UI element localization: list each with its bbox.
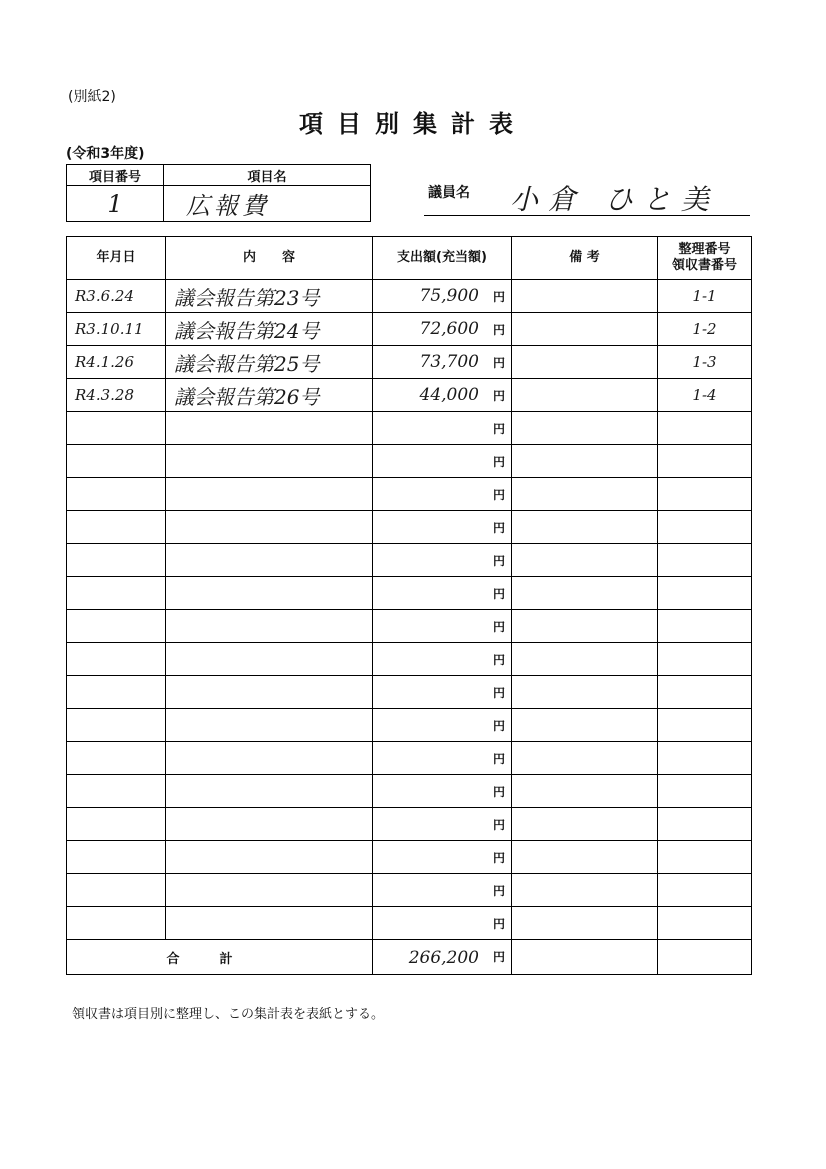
total-label: 合計 [67,940,373,975]
table-row [67,841,752,874]
yen-mark: 円 [492,752,505,766]
row-remarks [512,610,658,643]
table-row [67,511,752,544]
row-amount-cell [373,610,512,643]
table-row [67,445,752,478]
yen-mark: 円 [492,653,505,667]
header-ref-line1: 整理番号 [678,242,731,257]
row-reference: 1-2 [658,313,752,346]
row-remarks [512,412,658,445]
row-content [166,643,373,676]
row-amount-cell [373,379,512,412]
table-row [67,280,752,313]
fiscal-year: (令和3年度) [66,146,145,162]
row-content [166,610,373,643]
row-amount-cell [373,841,512,874]
row-remarks [512,445,658,478]
row-amount-cell [373,874,512,907]
row-remarks [512,478,658,511]
yen-mark: 円 [492,884,505,898]
table-row [67,874,752,907]
row-reference: 1-4 [658,379,752,412]
yen-mark: 円 [492,323,505,337]
row-date [67,478,166,511]
row-amount-cell [373,445,512,478]
row-amount-cell [373,511,512,544]
table-row [67,478,752,511]
table-row [67,313,752,346]
row-content [166,907,373,940]
row-remarks [512,313,658,346]
yen-mark: 円 [492,950,505,964]
header-amount: 支出額(充当額) [373,237,512,280]
row-reference [658,709,752,742]
table-row [67,742,752,775]
row-reference [658,742,752,775]
row-content [166,775,373,808]
yen-mark: 円 [492,620,505,634]
row-remarks [512,709,658,742]
row-date [67,445,166,478]
row-amount-cell [373,544,512,577]
row-date: R4.1.26 [67,346,166,379]
row-remarks [512,808,658,841]
row-date [67,841,166,874]
table-row [67,709,752,742]
row-content [166,709,373,742]
row-amount: 72,600 [419,319,479,339]
row-date [67,412,166,445]
row-amount-cell [373,676,512,709]
table-row [67,676,752,709]
table-row [67,544,752,577]
page-title: 項目別集計表 [299,110,527,138]
row-content: 議会報告第23号 [166,280,373,313]
row-date [67,775,166,808]
yen-mark: 円 [492,719,505,733]
yen-mark: 円 [492,851,505,865]
row-remarks [512,346,658,379]
row-amount-cell [373,742,512,775]
row-reference [658,874,752,907]
row-date: R3.6.24 [67,280,166,313]
row-content [166,577,373,610]
header-reference [658,237,752,280]
total-amount-cell [373,940,512,975]
row-amount-cell [373,412,512,445]
table-row [67,907,752,940]
table-row [67,379,752,412]
header-remarks: 備 考 [512,237,658,280]
row-remarks [512,874,658,907]
yen-mark: 円 [492,455,505,469]
row-remarks [512,775,658,808]
row-content [166,676,373,709]
row-date [67,808,166,841]
row-amount-cell [373,643,512,676]
row-content [166,808,373,841]
row-remarks [512,907,658,940]
row-content [166,511,373,544]
header-content: 内 容 [166,237,373,280]
row-amount-cell [373,709,512,742]
row-remarks [512,544,658,577]
row-reference [658,610,752,643]
row-amount: 73,700 [419,352,479,372]
row-remarks [512,676,658,709]
yen-mark: 円 [492,686,505,700]
row-remarks [512,841,658,874]
table-row [67,577,752,610]
row-amount: 44,000 [419,385,479,405]
yen-mark: 円 [492,917,505,931]
row-date: R4.3.28 [67,379,166,412]
row-reference: 1-1 [658,280,752,313]
ledger-header-row [67,237,752,280]
row-reference [658,808,752,841]
yen-mark: 円 [492,389,505,403]
yen-mark: 円 [492,422,505,436]
row-reference [658,841,752,874]
row-remarks [512,511,658,544]
row-content [166,742,373,775]
row-remarks [512,280,658,313]
row-amount-cell [373,808,512,841]
header-date: 年月日 [67,237,166,280]
row-date [67,577,166,610]
member-underline [424,215,750,216]
total-row [67,940,752,975]
row-content: 議会報告第26号 [166,379,373,412]
table-row [67,643,752,676]
row-reference [658,412,752,445]
header-ref-line2: 領収書番号 [671,258,737,273]
row-amount-cell [373,907,512,940]
row-content [166,841,373,874]
row-date [67,874,166,907]
row-content [166,874,373,907]
yen-mark: 円 [492,587,505,601]
row-date [67,709,166,742]
member-name: 小倉 ひと美 [510,183,719,216]
item-number-header: 項目番号 [67,165,164,186]
row-content: 議会報告第24号 [166,313,373,346]
item-box [66,164,371,222]
total-ref-cell [658,940,752,975]
row-reference: 1-3 [658,346,752,379]
row-amount-cell [373,577,512,610]
row-amount-cell [373,775,512,808]
row-remarks [512,577,658,610]
ledger-table [66,236,752,975]
annex-label: (別紙2) [68,89,116,105]
table-row [67,346,752,379]
yen-mark: 円 [492,290,505,304]
footnote: 領収書は項目別に整理し、この集計表を表紙とする。 [72,1007,385,1022]
row-content [166,478,373,511]
table-row [67,808,752,841]
row-reference [658,544,752,577]
yen-mark: 円 [492,488,505,502]
item-number-value: 1 [67,186,164,222]
yen-mark: 円 [492,818,505,832]
row-date: R3.10.11 [67,313,166,346]
row-remarks [512,643,658,676]
yen-mark: 円 [492,356,505,370]
row-amount: 75,900 [419,286,479,306]
row-reference [658,907,752,940]
row-remarks [512,379,658,412]
row-content [166,445,373,478]
row-reference [658,577,752,610]
row-date [67,643,166,676]
item-name-value: 広報費 [164,186,371,222]
row-amount-cell [373,346,512,379]
row-amount-cell [373,478,512,511]
row-date [67,544,166,577]
yen-mark: 円 [492,521,505,535]
row-content [166,544,373,577]
row-reference [658,445,752,478]
row-amount-cell [373,280,512,313]
row-date [67,610,166,643]
row-reference [658,676,752,709]
table-row [67,775,752,808]
row-remarks [512,742,658,775]
table-row [67,412,752,445]
total-amount: 266,200 [408,948,479,968]
yen-mark: 円 [492,785,505,799]
row-reference [658,478,752,511]
row-reference [658,643,752,676]
row-reference [658,775,752,808]
yen-mark: 円 [492,554,505,568]
row-date [67,907,166,940]
row-content: 議会報告第25号 [166,346,373,379]
row-amount-cell [373,313,512,346]
row-reference [658,511,752,544]
table-row [67,610,752,643]
item-name-header: 項目名 [164,165,371,186]
row-content [166,412,373,445]
member-label: 議員名 [428,185,470,201]
total-remarks-cell [512,940,658,975]
row-date [67,676,166,709]
row-date [67,511,166,544]
row-date [67,742,166,775]
